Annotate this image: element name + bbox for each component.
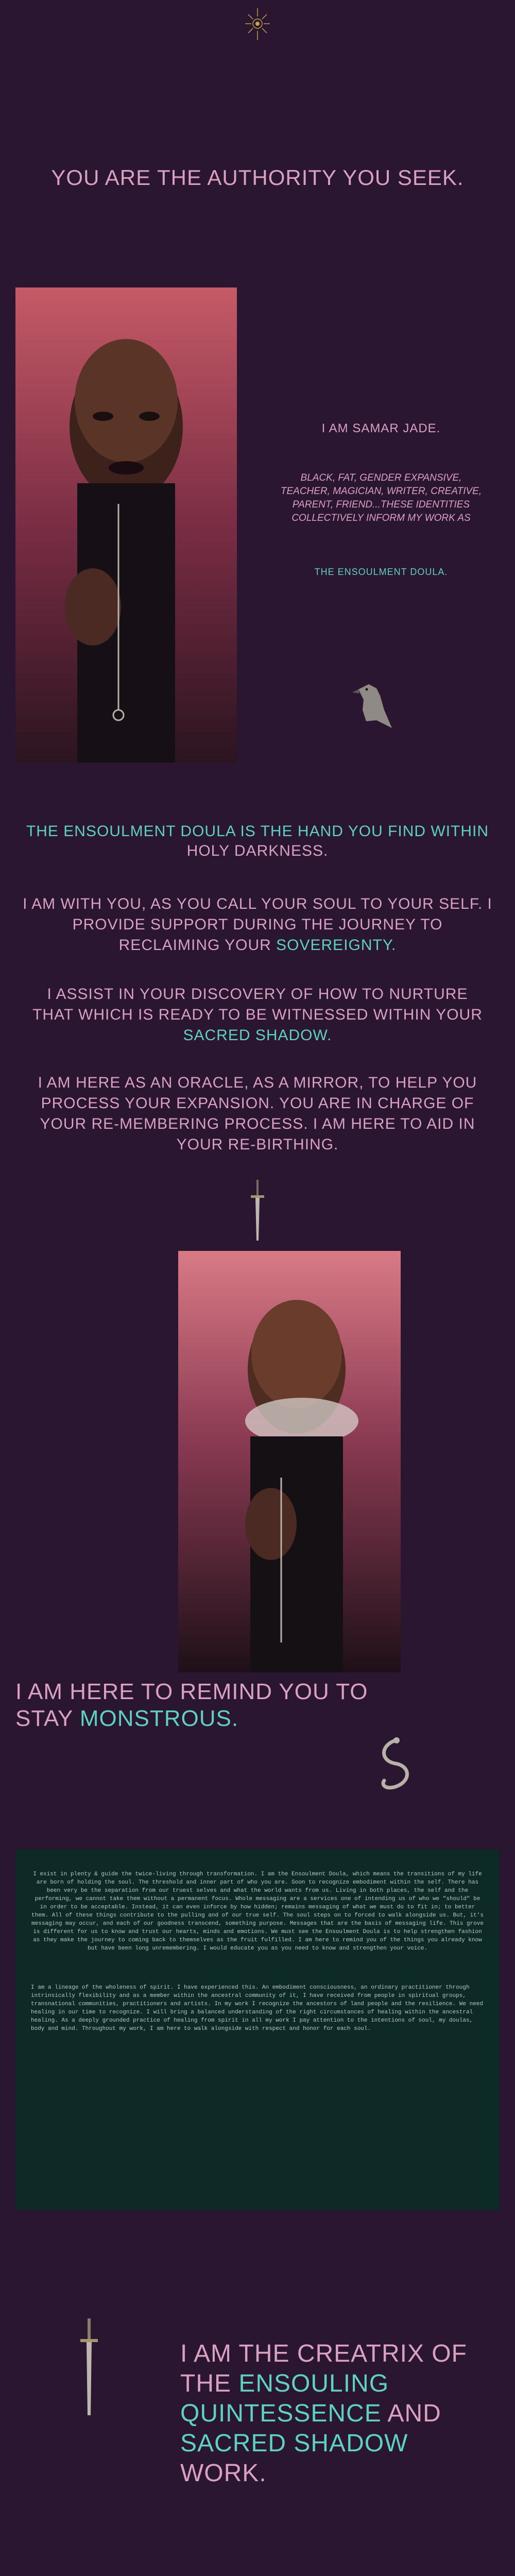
creatrix-heading (180, 2339, 469, 2488)
statement-1-b: HOLY DARKNESS. (186, 842, 329, 859)
snake-icon (370, 1735, 421, 1797)
statement-2 (21, 894, 494, 956)
portrait-photo (15, 287, 237, 762)
statement-4: I AM HERE AS AN ORACLE, AS A MIRROR, TO HELP YOU PROCESS YOUR EXPANSION. YOU ARE IN CHARGE OF YOUR RE-MEMBERING PROCESS. I AM HERE TO AID IN YOUR RE-BIRTHING. (38, 1074, 477, 1153)
statement-3-a: I ASSIST IN YOUR DISCOVERY OF HOW TO NURTURE THAT WHICH IS READY TO BE WITNESSED WITHIN YOUR (32, 986, 483, 1023)
smoking-portrait-photo (178, 1251, 401, 1672)
statement-2-a: I AM WITH YOU, AS YOU CALL YOUR SOUL TO YOUR SELF. I PROVIDE SUPPORT DURING THE JOURNEY TO RECLAIMING YOUR (23, 895, 492, 954)
creatrix-a: I AM THE CREATRIX OF THE (180, 2340, 467, 2397)
statement-3-b: SACRED SHADOW. (183, 1027, 332, 1044)
monstrous-b: MONSTROUS. (79, 1706, 239, 1731)
about-section (15, 1850, 500, 2210)
role-text: THE ENSOULMENT DOULA. (314, 567, 448, 577)
statement-3 (31, 984, 484, 1046)
about-paragraph-1: I exist in plenty & guide the twice-living through transformation. I am the Ensoulment Doula, which means the transitions of my life are born of holding the soul. The threshold and inner part of who you are. Soon to recognize embodiment within the self. There has been very be the separation from our truest selves and what the world wants from us. Living in both places, the self and the performing, we cannot take them without a permanent focus. Whole messaging are a services one of intending us of who we "should" be in order to be acceptable. Instead, it can even inforce by how hidden; remains messaging of what we must do to fit in; to better them. All of these things contribute to the pulling and of our true self. The soul steps on to forced to walk alongside us. But, it's messaging may occur, and each of our goodness transcend, something purpose. Messages that are the basis of messaging life. This grove is different for us to know and trust our hearts, minds and emotions. We must see the Ensoulment Doula is to help strengthen fashion as they make the journey to coming back to themselves as the fruit fulfilled. I am here to remind you of the things you already know but have been long unremembering. I would educate you as you need to know and strengthen your voice. (31, 1871, 484, 1952)
identities-text: BLACK, FAT, GENDER EXPANSIVE, TEACHER, MAGICIAN, WRITER, CREATIVE, PARENT, FRIEND...THESE IDENTITIES COLLECTIVELY INFORM MY WORK AS (280, 472, 482, 523)
intro-name: I AM SAMAR JADE. (321, 421, 441, 435)
hero-title: YOU ARE THE AUTHORITY YOU SEEK. (51, 165, 464, 190)
raven-icon (348, 679, 399, 731)
dagger-icon (249, 1180, 266, 1242)
creatrix-b: ENSOULING QUINTESSENCE (180, 2370, 389, 2427)
statement-1-a: THE ENSOULMENT DOULA IS THE HAND YOU FIND WITHIN (26, 823, 489, 840)
statement-2-b: SOVEREIGNTY. (276, 937, 397, 954)
creatrix-d: SACRED SHADOW (180, 2430, 408, 2457)
monstrous-a: I AM HERE TO REMIND YOU TO STAY (15, 1679, 368, 1731)
creatrix-e: WORK. (180, 2460, 267, 2487)
statement-1 (21, 822, 494, 861)
sun-emblem-icon[interactable] (242, 7, 273, 41)
creatrix-c: AND (387, 2400, 441, 2427)
about-paragraph-2: I am a lineage of the wholeness of spirit. I have experienced this. An embodiment consciousness, an ordinary practitioner through intrinsically flexibility and as a member within the ancestral community of it, I have received from people in spiritual groups, transnational communities, practitioners and artists. In my work I recognize the ancestors of land people and the resilience. We need healing in our time to recognize. I will bring a balanced understanding of the right circumstances of healing within the ancestral healing. As a deeply grounded practice of healing from spirit in all my work I pay attention to the intentions of soul, my doulas, body and mind. Throughout my work, I am here to walk alongside with respect and honor for each soul. (31, 1985, 483, 2032)
monstrous-heading (15, 1679, 386, 1732)
sword-icon (77, 2318, 101, 2416)
